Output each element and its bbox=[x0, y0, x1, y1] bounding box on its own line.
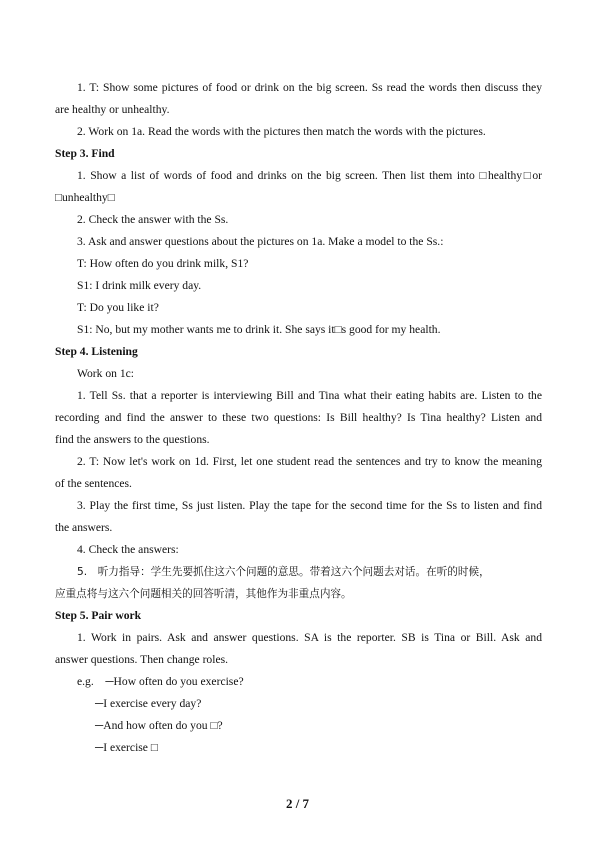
paragraph-line: of the sentences. bbox=[55, 477, 132, 490]
dialogue-line: T: How often do you drink milk, S1? bbox=[77, 257, 249, 270]
example-line: ─I exercise every day? bbox=[95, 697, 202, 710]
paragraph-line: □unhealthy□ bbox=[55, 191, 115, 204]
paragraph-line-chinese: 5. 听力指导：学生先要抓住这六个问题的意思。带着这六个问题去对话。在听的时候， bbox=[77, 566, 490, 578]
paragraph-line: 2. Work on 1a. Read the words with the pictures then match the words with the pictures. bbox=[77, 125, 486, 138]
paragraph-line: 1. Work in pairs. Ask and answer questions. SA is the reporter. SB is Tina or Bill. Ask and bbox=[77, 631, 542, 644]
step-heading: Step 5. Pair work bbox=[55, 609, 142, 622]
step-heading: Step 4. Listening bbox=[55, 345, 138, 358]
paragraph-line: 2. T: Now let's work on 1d. First, let one student read the sentences and try to know the meaning bbox=[77, 455, 542, 468]
dialogue-line: S1: No, but my mother wants me to drink it. She says it□s good for my health. bbox=[77, 323, 441, 336]
paragraph-line: are healthy or unhealthy. bbox=[55, 103, 170, 116]
paragraph-line: the answers. bbox=[55, 521, 113, 534]
dialogue-line: S1: I drink milk every day. bbox=[77, 279, 202, 292]
example-line: ─I exercise □ bbox=[95, 741, 158, 754]
paragraph-line: 3. Play the first time, Ss just listen. Play the tape for the second time for the Ss to listen and find bbox=[77, 499, 542, 512]
example-line: e.g. ─How often do you exercise? bbox=[77, 675, 244, 688]
paragraph-line: answer questions. Then change roles. bbox=[55, 653, 229, 666]
paragraph-line: 3. Ask and answer questions about the pictures on 1a. Make a model to the Ss.: bbox=[77, 235, 444, 248]
paragraph-line: 1. Show a list of words of food and drinks on the big screen. Then list them into □healthy□or bbox=[77, 169, 542, 182]
paragraph-line: 1. T: Show some pictures of food or drink on the big screen. Ss read the words then discuss they bbox=[77, 81, 542, 94]
paragraph-line: 1. Tell Ss. that a reporter is interviewing Bill and Tina what their eating habits are. Listen to the bbox=[77, 389, 542, 402]
page-number: 2 / 7 bbox=[285, 796, 310, 811]
paragraph-line: recording and find the answer to these two questions: Is Bill healthy? Is Tina healthy? Listen and bbox=[55, 411, 542, 424]
example-line: ─And how often do you □? bbox=[95, 719, 223, 732]
paragraph-line: Work on 1c: bbox=[77, 367, 135, 380]
paragraph-line: 2. Check the answer with the Ss. bbox=[77, 213, 229, 226]
step-heading: Step 3. Find bbox=[55, 147, 115, 160]
paragraph-line-chinese: 应重点将与这六个问题相关的回答听清，其他作为非重点内容。 bbox=[55, 588, 352, 600]
paragraph-line: 4. Check the answers: bbox=[77, 543, 179, 556]
paragraph-line: find the answers to the questions. bbox=[55, 433, 210, 446]
dialogue-line: T: Do you like it? bbox=[77, 301, 159, 314]
